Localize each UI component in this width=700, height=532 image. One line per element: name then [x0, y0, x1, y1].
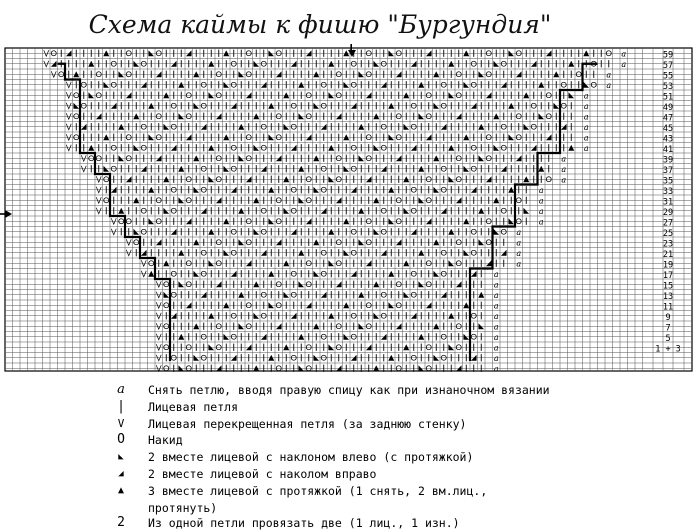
legend-text-yarn-over: Накид: [148, 433, 183, 448]
k2tog-left-icon: ◣: [118, 452, 124, 463]
legend-text-slip: Снять петлю, вводя правую спицу как при изнаночном вязании: [148, 383, 550, 397]
row-number: 15: [662, 281, 674, 292]
row-number: 7: [665, 323, 671, 334]
slip-mark: a: [583, 122, 589, 132]
legend-text-k3tog-line1: 3 вместе лицевой с протяжкой (1 снять, 2 вм.лиц.,: [148, 483, 488, 498]
row-number: 45: [662, 123, 674, 134]
increase-two-icon: 2: [117, 514, 125, 530]
slip-mark: a: [493, 280, 499, 290]
yarn-over-icon: O: [117, 432, 125, 448]
legend-text-increase: Из одной петли провязать две (1 лиц., 1 изн.): [148, 515, 460, 530]
row-number: 33: [662, 186, 674, 197]
slip-mark: a: [493, 364, 499, 374]
slip-mark: a: [516, 238, 522, 248]
legend-row-k2tog-left: [108, 449, 668, 466]
row-number: 47: [662, 113, 674, 124]
row-number: 5: [665, 333, 671, 344]
slip-mark: a: [493, 322, 499, 332]
k3tog-icon: ▲: [117, 484, 125, 496]
slip-mark: a: [493, 290, 499, 300]
row-number: 55: [662, 71, 674, 82]
row-number: 57: [662, 60, 674, 71]
legend-row-slip: [108, 382, 668, 399]
slip-mark: a: [538, 196, 544, 206]
row-number: 11: [662, 302, 674, 313]
legend-row-twisted: [108, 416, 668, 433]
slip-mark: a: [621, 59, 627, 69]
slip-mark: a: [583, 112, 589, 122]
twisted-knit-icon: V: [117, 416, 125, 430]
row-number: 37: [662, 165, 674, 176]
legend-text-k3tog-line2: протянуть): [148, 500, 218, 515]
legend: [108, 382, 668, 532]
slip-stitch-icon: a: [117, 382, 125, 397]
legend-row-knit: [108, 399, 668, 416]
slip-mark: a: [516, 259, 522, 269]
legend-text-k2tog-right: 2 вместе лицевой с наколом вправо: [148, 466, 377, 481]
slip-mark: a: [493, 269, 499, 279]
knit-stitch-icon: |: [117, 398, 125, 414]
slip-mark: a: [561, 154, 567, 164]
slip-mark: a: [538, 185, 544, 195]
k2tog-right-icon: ◢: [118, 468, 124, 479]
row-number: 23: [662, 239, 674, 250]
slip-mark: a: [621, 49, 627, 59]
slip-mark: a: [516, 227, 522, 237]
row-number: 9: [665, 312, 671, 323]
row-number: 25: [662, 228, 674, 239]
slip-mark: a: [583, 143, 589, 153]
slip-mark: a: [583, 133, 589, 143]
row-number: 19: [662, 260, 674, 271]
row-number: 27: [662, 218, 674, 229]
legend-text-k2tog-left: 2 вместе лицевой с наклоном влево (с протяжкой): [148, 450, 474, 465]
row-number: 59: [662, 50, 674, 61]
slip-mark: a: [606, 80, 612, 90]
slip-mark: a: [493, 343, 499, 353]
slip-mark: a: [583, 91, 589, 101]
legend-text-twisted: Лицевая перекрещенная петля (за заднюю стенку): [148, 416, 467, 431]
slip-mark: a: [538, 217, 544, 227]
row-number: 53: [662, 81, 674, 92]
slip-mark: a: [606, 70, 612, 80]
row-number: 39: [662, 155, 674, 166]
slip-mark: a: [561, 175, 567, 185]
legend-row-k3tog: [108, 483, 668, 515]
chart-border: [5, 48, 692, 374]
legend-text-knit: Лицевая петля: [148, 399, 239, 414]
row-number: 43: [662, 134, 674, 145]
row-number: 21: [662, 249, 674, 260]
row-number: 31: [662, 197, 674, 208]
legend-row-k2tog-right: [108, 466, 668, 483]
legend-text-k3tog: [148, 483, 487, 517]
row-number: 17: [662, 270, 674, 281]
row-number: 1 + 3: [655, 344, 681, 355]
legend-row-yarn-over: [108, 432, 668, 449]
legend-row-increase: [108, 515, 668, 532]
slip-mark: a: [561, 164, 567, 174]
row-number: 49: [662, 102, 674, 113]
row-number: 29: [662, 207, 674, 218]
slip-mark: a: [538, 206, 544, 216]
slip-mark: a: [493, 301, 499, 311]
slip-mark: a: [493, 311, 499, 321]
row-number: 35: [662, 176, 674, 187]
slip-mark: a: [516, 248, 522, 258]
row-number: 51: [662, 92, 674, 103]
slip-mark: a: [583, 101, 589, 111]
slip-mark: a: [493, 332, 499, 342]
chart-title: Схема каймы к фишю "Бургундия": [88, 10, 552, 39]
row-number: 13: [662, 291, 674, 302]
row-number: 41: [662, 144, 674, 155]
slip-mark: a: [493, 353, 499, 363]
